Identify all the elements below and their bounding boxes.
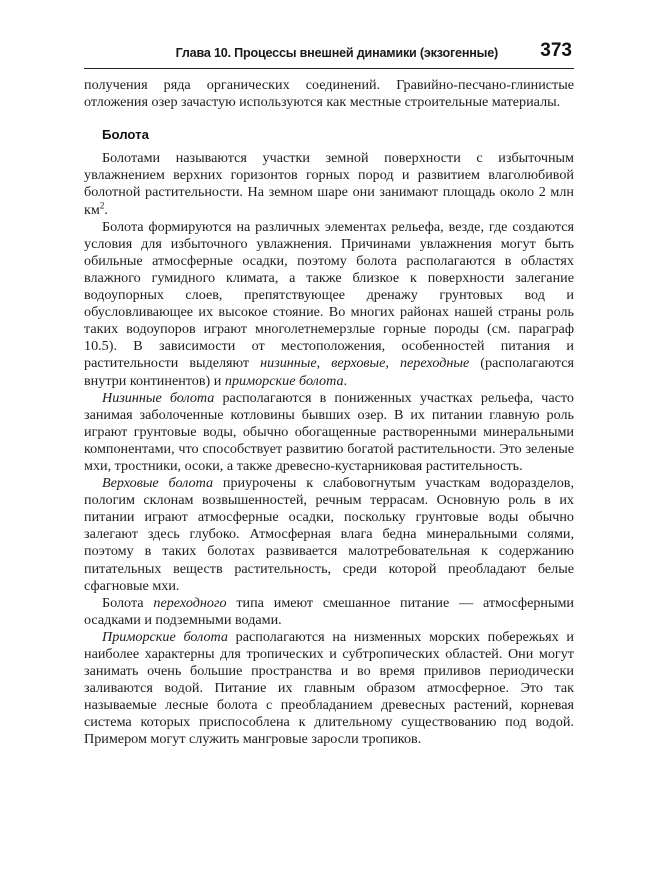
running-header: [84, 38, 574, 69]
paragraph-text: .: [343, 372, 348, 389]
paragraph-text: Болотами называются участки земной поверхности с избыточным увлажнением верхних горизонтов горных пород и развитием влаголюбивой болотной растительности. На земном шаре они занимают площадь около 2 млн км: [84, 150, 574, 218]
term-lowland-bogs: Низинные болота: [102, 389, 215, 406]
paragraph-text: Болота: [102, 594, 154, 611]
section-heading: Болота: [102, 127, 149, 143]
paragraph-text: Болота формируются на различных элементах рельефа, везде, где создаются условия для избыточного увлажнения. Причинами увлажнения могут быть обильные атмосферные осадки, поэтому болота располагаются в областях влажного гумидного климата, а также близкое к поверхности залегание водоупорных слоев, препятствующее дренажу грунтовых вод и обусловливающее их высокое стояние. Во многих районах нашей страны роль таких водоупоров играют многолетнемерзлые горные породы (см. параграф 10.5). В зависимости от местоположения, особенностей питания и растительности выделяют: [84, 218, 574, 372]
term-coastal-bogs: Приморские болота: [102, 628, 228, 645]
paragraph-text: приурочены к слабовогнутым участкам водоразделов, пологим склонам возвышенностей, речным террасам. Основную роль в их питании играют атмосферные осадки, поскольку грунтовые воды обычно залегают здесь глубоко. Атмосферная влага бедна минеральными солями, поэтому в таких болотах развивается малотребовательная к содержанию питательных веществ растительность, среди которой преобладают белые сфагновые мхи.: [84, 475, 575, 594]
separator: ,: [316, 355, 332, 372]
page-body: [84, 77, 574, 749]
term-coastal: приморские болота: [224, 372, 344, 389]
paragraph-coastal-bogs: [84, 629, 574, 749]
paragraph-transitional-bogs: [84, 595, 574, 629]
paragraph-text: типа имеют смешанное питание — атмосферными осадками и подземными водами.: [84, 594, 574, 628]
paragraph-definition: [84, 150, 574, 218]
paragraph-lowland-bogs: [84, 390, 574, 475]
paragraph-text: располагаются на низменных морских побережьях и наиболее характерны для тропических и субтропических областей. Они могут занимать очень большие пространства и во время приливов периодически заливаются водой. Питание их главным образом атмосферное. Это так называемые лесные болота с преобладанием древесных растений, корневая система которых приспособлена к длительному существованию под водой. Примером могут служить мангровые заросли тропиков.: [84, 628, 574, 748]
chapter-title: Глава 10. Процессы внешней динамики (экзогенные): [175, 46, 498, 60]
paragraph-text: располагаются в пониженных участках рельефа, часто занимая заболоченные котловины бывших озер. В их питании главную роль играют грунтовые воды, обычно обогащенные растворенными минеральными компонентами, что способствует развитию богатой растительности. Это зеленые мхи, тростники, осоки, а также древесно-кустарниковая растительность.: [84, 389, 574, 474]
paragraph-text: (располагаются внутри континентов) и: [84, 355, 574, 389]
paragraph-upland-bogs: [84, 475, 574, 595]
term-transitional-type: переходного: [153, 594, 227, 611]
term-lowland: низинные: [260, 355, 317, 372]
intro-paragraph: получения ряда органических соединений. Гравийно-песчано-глинистые отложения озер зачастую используются как местные строительные материалы.: [84, 77, 574, 111]
page-number: 373: [540, 40, 572, 61]
paragraph-text: .: [104, 201, 108, 218]
term-transitional: переходные: [399, 355, 470, 372]
paragraph-formation: [84, 219, 574, 390]
separator: ,: [385, 355, 400, 372]
term-upland: верховые: [331, 355, 386, 372]
superscript: 2: [99, 199, 105, 210]
term-upland-bogs: Верховые болота: [102, 475, 214, 492]
